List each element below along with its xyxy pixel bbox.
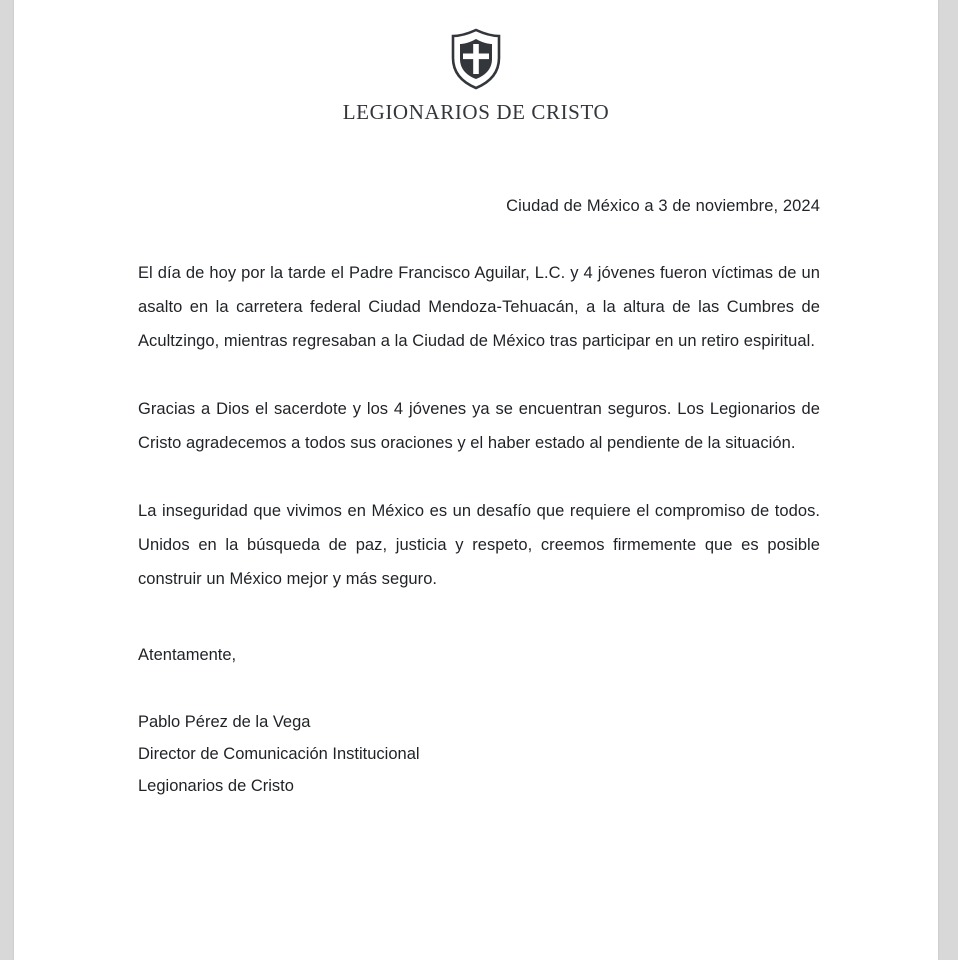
paragraph-3: La inseguridad que vivimos en México es un desafío que requiere el compromiso de todos. Unidos en la búsqueda de paz, justicia y respeto, creemos firmemente que es posible construir un México mejor y más seguro.: [138, 502, 820, 588]
signature-block: [138, 706, 820, 802]
signer-title: Director de Comunicación Institucional: [138, 745, 420, 763]
paragraph-2: Gracias a Dios el sacerdote y los 4 jóvenes ya se encuentran seguros. Los Legionarios de Cristo agradecemos a todos sus oraciones y el haber estado al pendiente de la situación.: [138, 400, 820, 452]
cross-shield-crest-icon: [449, 28, 503, 90]
letter-body: [14, 197, 938, 802]
letterhead: [14, 0, 938, 125]
document-sheet: [14, 0, 938, 960]
signer-organization: Legionarios de Cristo: [138, 777, 294, 795]
closing-salutation: Atentamente,: [138, 646, 237, 664]
dateline: Ciudad de México a 3 de noviembre, 2024: [506, 197, 820, 215]
organization-name: LEGIONARIOS DE CRISTO: [342, 100, 610, 124]
signer-name: Pablo Pérez de la Vega: [138, 713, 311, 731]
paragraph-1: El día de hoy por la tarde el Padre Francisco Aguilar, L.C. y 4 jóvenes fueron víctimas de un asalto en la carretera federal Ciudad Mendoza-Tehuacán, a la altura de las Cumbres de Acultzingo, mientras regresaban a la Ciudad de México tras participar en un retiro espiritual.: [138, 264, 820, 350]
